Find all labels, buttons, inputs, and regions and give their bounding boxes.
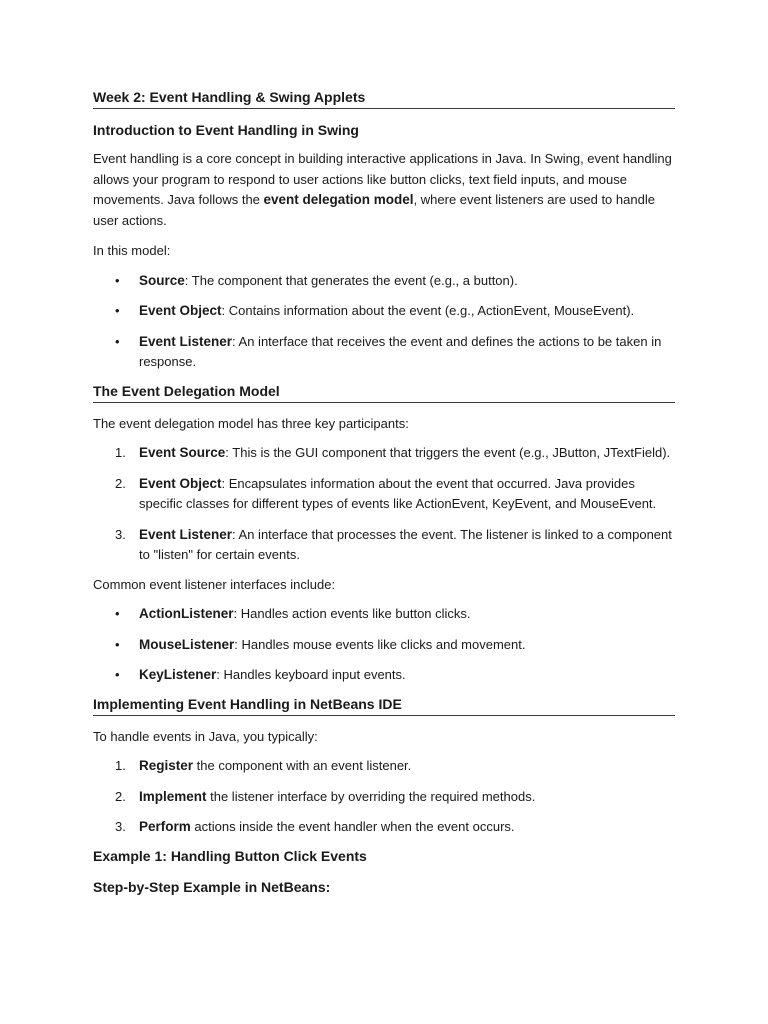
list-item (93, 635, 675, 656)
list-item-term: Source (139, 272, 185, 288)
model-bullet-list (93, 271, 675, 373)
intro-heading: Introduction to Event Handling in Swing (93, 122, 359, 138)
bullet-icon: • (115, 667, 120, 682)
list-item-term: MouseListener (139, 636, 235, 652)
bullet-icon: • (115, 333, 120, 349)
list-item (93, 787, 675, 808)
intro-paragraph-end: , where event listeners are used to handle user actions. (93, 192, 655, 228)
list-number: 1. (115, 445, 126, 460)
week-title: Week 2: Event Handling & Swing Applets (93, 88, 675, 109)
list-number: 3. (115, 526, 126, 542)
list-number: 1. (115, 758, 126, 773)
list-item (93, 604, 675, 625)
list-item-desc: the listener interface by overriding the required methods. (206, 788, 536, 804)
list-item-desc: the component with an event listener. (193, 758, 412, 773)
list-item-term: Implement (139, 788, 207, 804)
document-page (93, 86, 675, 897)
list-item-term: Event Listener (139, 526, 233, 542)
delegation-numbered-list (93, 443, 675, 566)
bullet-icon: • (115, 303, 120, 318)
intro-paragraph (93, 149, 675, 231)
list-item-term: Event Source (139, 445, 226, 460)
common-listeners-lead: Common event listener interfaces include: (93, 576, 336, 592)
list-item-desc: : An interface that receives the event and defines the actions to be taken in response. (139, 333, 662, 369)
list-item-desc: actions inside the event handler when the event occurs. (190, 819, 515, 834)
example1-heading: Example 1: Handling Button Click Events (93, 847, 367, 864)
implementing-lead: To handle events in Java, you typically: (93, 728, 318, 744)
list-item-desc: : An interface that processes the event. The listener is linked to a component to "listen" for certain events. (139, 526, 672, 562)
model-lead: In this model: (93, 243, 171, 258)
list-item-term: Event Object (139, 475, 222, 491)
list-item (93, 817, 675, 838)
step-by-step-heading: Step-by-Step Example in NetBeans: (93, 878, 331, 895)
bullet-icon: • (115, 636, 120, 652)
list-item (93, 332, 675, 373)
list-item-term: Event Listener (139, 333, 233, 349)
implementing-heading: Implementing Event Handling in NetBeans IDE (93, 695, 675, 716)
list-item (93, 301, 675, 322)
list-item-desc: : Handles keyboard input events. (216, 667, 406, 682)
list-number: 2. (115, 788, 126, 804)
bullet-icon: • (115, 606, 120, 621)
list-item (93, 525, 675, 566)
list-item (93, 756, 675, 777)
list-item (93, 474, 675, 515)
list-item-term: Perform (139, 819, 191, 834)
list-item-term: Register (139, 758, 194, 773)
intro-paragraph-bold: event delegation model (263, 192, 414, 207)
list-number: 3. (115, 819, 126, 834)
list-item (93, 665, 675, 686)
list-item-term: ActionListener (139, 606, 234, 621)
list-item-desc: : Contains information about the event (e.g., ActionEvent, MouseEvent). (221, 303, 635, 318)
implementing-numbered-list (93, 756, 675, 838)
list-number: 2. (115, 475, 126, 491)
list-item-desc: : The component that generates the event (e.g., a button). (184, 272, 518, 288)
listener-bullet-list (93, 604, 675, 686)
list-item-term: KeyListener (139, 667, 217, 682)
bullet-icon: • (115, 272, 120, 288)
list-item-term: Event Object (139, 303, 222, 318)
list-item-desc: : Encapsulates information about the event that occurred. Java provides specific classes for different types of events like ActionEvent, KeyEvent, and MouseEvent. (139, 475, 657, 511)
list-item (93, 271, 675, 292)
intro-paragraph-start: Event handling is a core concept in building interactive applications in Java. In Swing, event handling allows your program to respond to user actions like button clicks, text field inputs, and mouse movements. Java follows the (93, 151, 672, 207)
list-item (93, 443, 675, 464)
list-item-desc: : Handles mouse events like clicks and movement. (234, 636, 526, 652)
list-item-desc: : This is the GUI component that triggers the event (e.g., JButton, JTextField). (225, 445, 671, 460)
delegation-heading: The Event Delegation Model (93, 382, 675, 403)
list-item-desc: : Handles action events like button clicks. (233, 606, 471, 621)
delegation-lead: The event delegation model has three key participants: (93, 415, 409, 431)
